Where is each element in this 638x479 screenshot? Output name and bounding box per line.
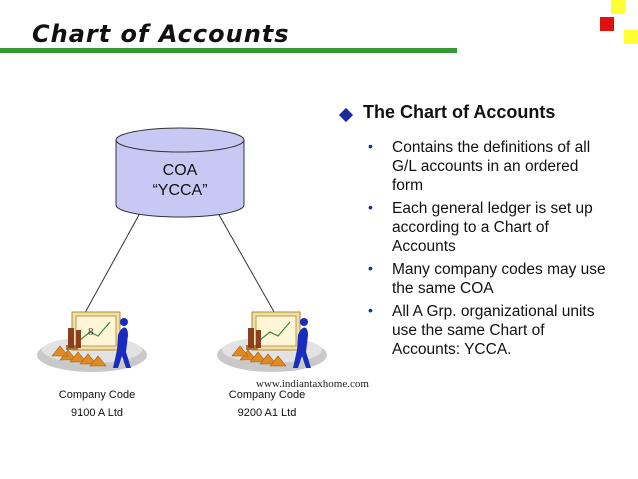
bullet-text: Many company codes may use the same COA <box>392 261 606 297</box>
bullet-text: Each general ledger is set up according to a Chart of Accounts <box>392 200 593 255</box>
company-code-name-2: 9200 A1 Ltd <box>237 407 297 419</box>
company-code-label-1: Company Code <box>58 389 136 401</box>
bullet-text: Contains the definitions of all G/L accounts in an ordered form <box>392 139 591 194</box>
bullet-dot-icon: • <box>368 199 373 215</box>
list-item <box>368 260 613 298</box>
list-item <box>368 302 613 359</box>
bullet-text: All A Grp. organizational units use the same Chart of Accounts: YCCA. <box>392 303 595 358</box>
bullet-dot-icon: • <box>368 138 373 154</box>
unit-1-screen-mark: 8 <box>88 326 94 338</box>
watermark-url: www.indiantaxhome.com <box>256 378 369 390</box>
company-code-name-1: 9100 A Ltd <box>71 407 123 419</box>
database-label-ycca: “YCCA” <box>152 182 208 199</box>
bullet-dot-icon: • <box>368 302 373 318</box>
company-code-label-2: Company Code <box>228 389 306 401</box>
list-item <box>368 138 613 195</box>
list-item <box>368 199 613 256</box>
company-unit-icon-1 <box>37 312 147 372</box>
bullet-dot-icon: • <box>368 260 373 276</box>
bullet-list <box>368 138 613 363</box>
slide-title: Chart of Accounts <box>32 20 290 48</box>
database-label-coa: COA <box>162 162 198 179</box>
section-heading: The Chart of Accounts <box>363 102 556 122</box>
company-unit-icon-2 <box>217 312 327 372</box>
